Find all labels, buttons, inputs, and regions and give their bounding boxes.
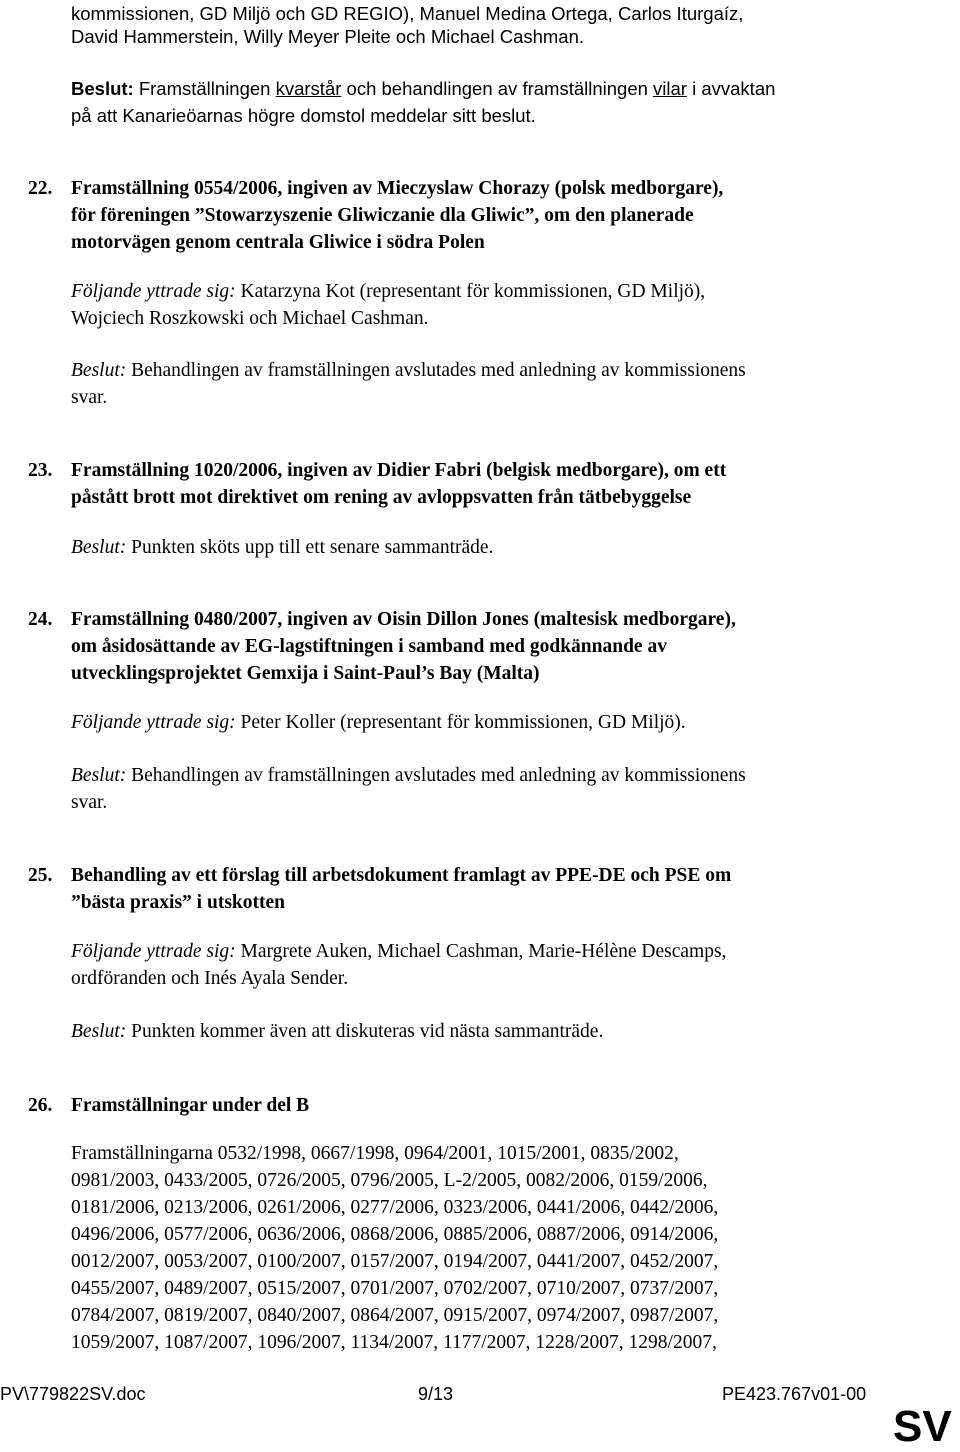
intro-decision-line-2: på att Kanarieöarnas högre domstol meddelar sitt beslut. (71, 105, 536, 126)
item-title: om åsidosättande av EG-lagstiftningen i samband med godkännande av (71, 636, 667, 657)
item-title: Framställning 0554/2006, ingiven av Mieczyslaw Chorazy (polsk medborgare), (71, 178, 724, 199)
speakers-label: Följande yttrade sig: (71, 281, 236, 302)
item-title: påstått brott mot direktivet om rening av avloppsvatten från tätbebyggelse (71, 487, 692, 508)
footer-filename: PV\779822SV.doc (0, 1384, 146, 1404)
item-title: ”bästa praxis” i utskotten (71, 892, 285, 913)
item-title: för föreningen ”Stowarzyszenie Gliwiczanie dla Gliwic”, om den planerade (71, 205, 694, 226)
petition-list-line: 0496/2006, 0577/2006, 0636/2006, 0868/2006, 0885/2006, 0887/2006, 0914/2006, (71, 1224, 719, 1245)
intro-decision: Beslut: Framställningen kvarstår och behandlingen av framställningen vilar i avvaktan (71, 78, 776, 99)
speakers: Följande yttrade sig: Margrete Auken, Michael Cashman, Marie-Hélène Descamps, (71, 941, 727, 962)
decision: svar. (71, 387, 108, 408)
decision-label: Beslut: (71, 537, 127, 558)
decision-label: Beslut: (71, 360, 127, 381)
petition-list-line: 0981/2003, 0433/2005, 0726/2005, 0796/2005, L-2/2005, 0082/2006, 0159/2006, (71, 1170, 708, 1191)
intro-line-1: kommissionen, GD Miljö och GD REGIO), Manuel Medina Ortega, Carlos Iturgaíz, (71, 3, 744, 24)
decision: svar. (71, 792, 108, 813)
decision-label: Beslut: (71, 78, 134, 99)
speakers-label: Följande yttrade sig: (71, 941, 236, 962)
decision-label: Beslut: (71, 1021, 127, 1042)
speakers-label: Följande yttrade sig: (71, 712, 236, 733)
petition-list-line: 1059/2007, 1087/2007, 1096/2007, 1134/2007, 1177/2007, 1228/2007, 1298/2007, (71, 1332, 717, 1353)
item-number: 24. (28, 609, 53, 630)
decision-label: Beslut: (71, 765, 127, 786)
item-title: utvecklingsprojektet Gemxija i Saint-Paul’s Bay (Malta) (71, 663, 540, 684)
item-title: Behandling av ett förslag till arbetsdokument framlagt av PPE-DE och PSE om (71, 865, 732, 886)
petition-list-line: 0455/2007, 0489/2007, 0515/2007, 0701/2007, 0702/2007, 0710/2007, 0737/2007, (71, 1278, 719, 1299)
speakers: Wojciech Roszkowski och Michael Cashman. (71, 308, 429, 329)
petition-list-line: Framställningarna 0532/1998, 0667/1998, 0964/2001, 1015/2001, 0835/2002, (71, 1143, 679, 1164)
decision: Beslut: Punkten sköts upp till ett senare sammanträde. (71, 537, 494, 558)
item-number: 25. (28, 865, 53, 886)
item-title: Framställningar under del B (71, 1095, 310, 1116)
petition-list-line: 0784/2007, 0819/2007, 0840/2007, 0864/2007, 0915/2007, 0974/2007, 0987/2007, (71, 1305, 719, 1326)
item-title: Framställning 1020/2006, ingiven av Didier Fabri (belgisk medborgare), om ett (71, 460, 727, 481)
decision: Beslut: Behandlingen av framställningen avslutades med anledning av kommissionens (71, 765, 746, 786)
decision: Beslut: Punkten kommer även att diskuteras vid nästa sammanträde. (71, 1021, 604, 1042)
item-title: motorvägen genom centrala Gliwice i södra Polen (71, 232, 485, 253)
petition-list-line: 0181/2006, 0213/2006, 0261/2006, 0277/2006, 0323/2006, 0441/2006, 0442/2006, (71, 1197, 719, 1218)
item-number: 22. (28, 178, 53, 199)
item-number: 26. (28, 1095, 53, 1116)
footer-reference: PE423.767v01-00 (722, 1384, 867, 1404)
item-number: 23. (28, 460, 53, 481)
speakers: ordföranden och Inés Ayala Sender. (71, 968, 349, 989)
decision: Beslut: Behandlingen av framställningen avslutades med anledning av kommissionens (71, 360, 746, 381)
speakers: Följande yttrade sig: Peter Koller (representant för kommissionen, GD Miljö). (71, 712, 686, 733)
footer-page-number: 9/13 (418, 1384, 454, 1404)
language-code: SV (893, 1402, 952, 1451)
intro-line-2: David Hammerstein, Willy Meyer Pleite och Michael Cashman. (71, 26, 585, 47)
petition-list-line: 0012/2007, 0053/2007, 0100/2007, 0157/2007, 0194/2007, 0441/2007, 0452/2007, (71, 1251, 719, 1272)
item-title: Framställning 0480/2007, ingiven av Oisin Dillon Jones (maltesisk medborgare), (71, 609, 736, 630)
speakers: Följande yttrade sig: Katarzyna Kot (representant för kommissionen, GD Miljö), (71, 281, 706, 302)
